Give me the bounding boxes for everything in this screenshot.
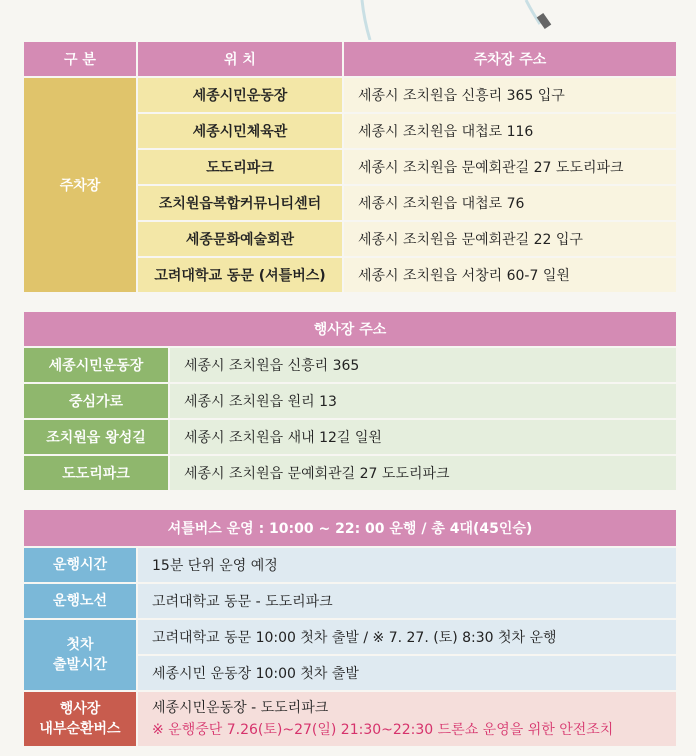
parking-location: 세종시민체육관 xyxy=(137,113,343,149)
hanging-string-decoration xyxy=(0,0,696,40)
parking-address: 세종시 조치원읍 신흥리 365 입구 xyxy=(343,77,677,113)
parking-address: 세종시 조치원읍 대첩로 76 xyxy=(343,185,677,221)
parking-table xyxy=(22,40,678,294)
venue-address: 세종시 조치원읍 신흥리 365 xyxy=(169,347,677,383)
shuttle-header-row xyxy=(23,509,677,547)
shuttle-route-value: 고려대학교 동문 - 도도리파크 xyxy=(137,583,677,619)
internal-bus-label xyxy=(23,691,137,747)
parking-address: 세종시 조치원읍 서창리 60-7 일원 xyxy=(343,257,677,293)
shuttle-first-label xyxy=(23,619,137,691)
venue-address: 세종시 조치원읍 문예회관길 27 도도리파크 xyxy=(169,455,677,491)
parking-category-cell: 주차장 xyxy=(23,77,137,293)
shuttle-header: 셔틀버스 운영 : 10:00 ~ 22: 00 운행 / 총 4대(45인승) xyxy=(23,509,677,547)
venue-address: 세종시 조치원읍 원리 13 xyxy=(169,383,677,419)
shuttle-first-value-2: 세종시민 운동장 10:00 첫차 출발 xyxy=(137,655,677,691)
table-row xyxy=(23,619,677,655)
venue-name: 조치원읍 왕성길 xyxy=(23,419,169,455)
shuttle-first-label-line2: 출발시간 xyxy=(52,657,108,673)
venue-name: 도도리파크 xyxy=(23,455,169,491)
table-row xyxy=(23,383,677,419)
venue-table xyxy=(22,310,678,492)
venue-header-row xyxy=(23,311,677,347)
table-row xyxy=(23,691,677,747)
table-row xyxy=(23,347,677,383)
shuttle-hours-label: 운행시간 xyxy=(23,547,137,583)
table-row xyxy=(23,77,677,113)
parking-address: 세종시 조치원읍 문예회관길 27 도도리파크 xyxy=(343,149,677,185)
venue-header: 행사장 주소 xyxy=(23,311,677,347)
parking-location: 도도리파크 xyxy=(137,149,343,185)
shuttle-table xyxy=(22,508,678,748)
parking-location: 세종시민운동장 xyxy=(137,77,343,113)
shuttle-route-label: 운행노선 xyxy=(23,583,137,619)
header-category: 구 분 xyxy=(23,41,137,77)
internal-bus-route: 세종시민운동장 - 도도리파크 xyxy=(152,700,329,716)
internal-bus-label-line2: 내부순환버스 xyxy=(39,721,121,737)
shuttle-first-label-line1: 첫차 xyxy=(66,637,94,653)
internal-bus-notice: ※ 운행중단 7.26(토)~27(일) 21:30~22:30 드론쇼 운영을 위한 안전조치 xyxy=(152,722,614,738)
header-location: 위 치 xyxy=(137,41,343,77)
parking-header-row xyxy=(23,41,677,77)
shuttle-first-value-1: 고려대학교 동문 10:00 첫차 출발 / ※ 7. 27. (토) 8:30 첫차 운행 xyxy=(137,619,677,655)
parking-location: 고려대학교 동문 (셔틀버스) xyxy=(137,257,343,293)
parking-location: 세종문화예술회관 xyxy=(137,221,343,257)
table-row xyxy=(23,455,677,491)
venue-address: 세종시 조치원읍 새내 12길 일원 xyxy=(169,419,677,455)
table-row xyxy=(23,583,677,619)
table-row xyxy=(23,547,677,583)
parking-address: 세종시 조치원읍 문예회관길 22 입구 xyxy=(343,221,677,257)
internal-bus-label-line1: 행사장 xyxy=(59,701,101,717)
header-address: 주차장 주소 xyxy=(343,41,677,77)
shuttle-hours-value: 15분 단위 운영 예정 xyxy=(137,547,677,583)
venue-name: 중심가로 xyxy=(23,383,169,419)
internal-bus-value-cell xyxy=(137,691,677,747)
parking-location: 조치원읍복합커뮤니티센터 xyxy=(137,185,343,221)
parking-address: 세종시 조치원읍 대첩로 116 xyxy=(343,113,677,149)
venue-name: 세종시민운동장 xyxy=(23,347,169,383)
table-row xyxy=(23,419,677,455)
